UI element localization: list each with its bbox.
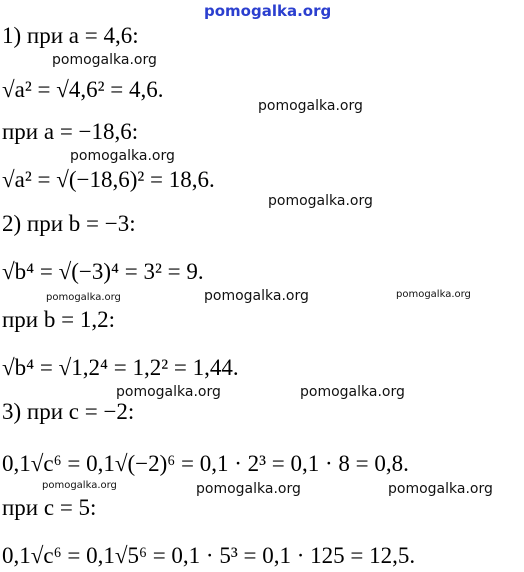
watermark: pomogalka.org xyxy=(116,384,221,400)
case-3b-heading: при c = 5: xyxy=(2,495,97,520)
watermark: pomogalka.org xyxy=(388,481,493,497)
watermark: pomogalka.org xyxy=(204,288,309,304)
watermark: pomogalka.org xyxy=(196,481,301,497)
case-3-heading: 3) при c = −2: xyxy=(2,399,135,424)
case-2b-heading: при b = 1,2: xyxy=(2,307,115,332)
watermark: pomogalka.org xyxy=(52,52,157,68)
watermark: pomogalka.org xyxy=(300,384,405,400)
case-3-equation: 0,1√c⁶ = 0,1√(−2)⁶ = 0,1 · 2³ = 0,1 · 8 = 0,8. xyxy=(2,451,409,476)
watermark: pomogalka.org xyxy=(70,148,175,164)
watermark: pomogalka.org xyxy=(258,98,363,114)
case-1-equation: √a² = √4,6² = 4,6. xyxy=(2,77,164,102)
case-1b-heading: при a = −18,6: xyxy=(2,119,139,144)
watermark: pomogalka.org xyxy=(42,480,117,491)
case-1b-equation: √a² = √(−18,6)² = 18,6. xyxy=(2,167,215,192)
watermark: pomogalka.org xyxy=(268,193,373,209)
case-2b-equation: √b⁴ = √1,2⁴ = 1,2² = 1,44. xyxy=(2,355,239,380)
case-2-equation: √b⁴ = √(−3)⁴ = 3² = 9. xyxy=(2,259,204,284)
watermark: pomogalka.org xyxy=(46,292,121,303)
case-2-heading: 2) при b = −3: xyxy=(2,211,136,236)
case-1-heading: 1) при a = 4,6: xyxy=(2,23,139,48)
watermark: pomogalka.org xyxy=(396,289,471,300)
watermark-top: pomogalka.org xyxy=(204,2,332,20)
case-3b-equation: 0,1√c⁶ = 0,1√5⁶ = 0,1 · 5³ = 0,1 · 125 = 12,5. xyxy=(2,543,416,568)
